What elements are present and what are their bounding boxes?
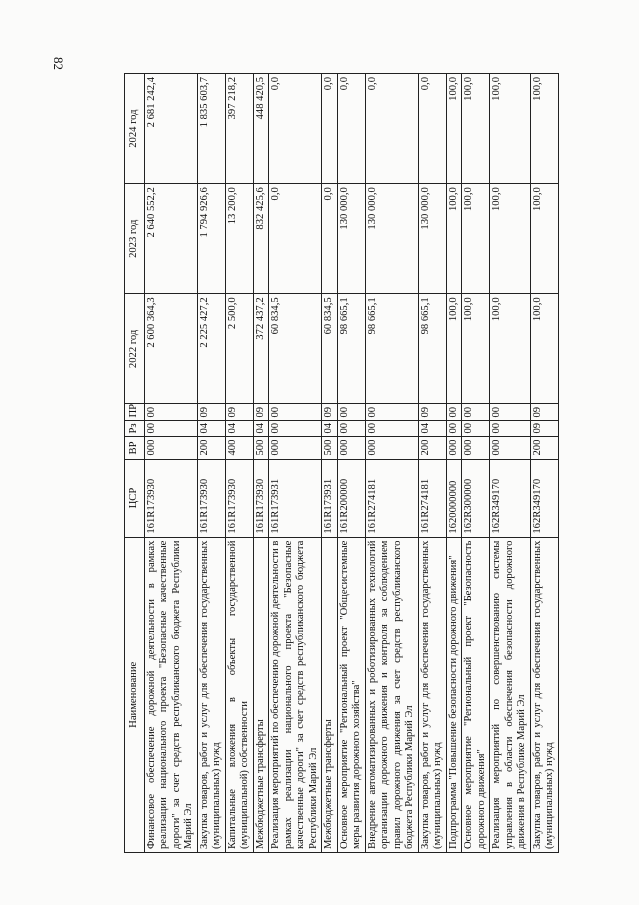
row-2022-cell: 100,0 [490, 294, 531, 404]
row-pr-cell: 09 [418, 404, 446, 421]
row-2023-cell: 130 000,0 [337, 184, 365, 294]
row-pr-cell: 00 [144, 404, 197, 421]
row-csr-cell: 161R274181 [365, 459, 418, 537]
row-rz-cell: 00 [269, 421, 322, 437]
row-vr-cell: 200 [418, 437, 446, 459]
row-pr-cell: 00 [269, 404, 322, 421]
row-vr-cell: 000 [144, 437, 197, 459]
row-rz-cell: 00 [337, 421, 365, 437]
row-2022-cell: 2 225 427,2 [197, 294, 225, 404]
row-2024-cell: 2 681 242,4 [144, 74, 197, 184]
row-2022-cell: 2 500,0 [225, 294, 253, 404]
row-2023-cell: 0,0 [269, 184, 322, 294]
row-2024-cell: 397 218,2 [225, 74, 253, 184]
row-2023-cell: 2 640 552,2 [144, 184, 197, 294]
row-2022-cell: 60 834,5 [269, 294, 322, 404]
row-name-cell: Капитальные вложения в объекты государственной (муниципальной) собственности [225, 537, 253, 852]
row-2023-cell: 100,0 [446, 184, 462, 294]
row-pr-cell: 00 [365, 404, 418, 421]
header-rz: Рз [125, 421, 145, 437]
table-row [253, 74, 269, 853]
row-2024-cell: 100,0 [490, 74, 531, 184]
row-rz-cell: 04 [225, 421, 253, 437]
table-header-row [125, 74, 145, 853]
header-2023: 2023 год [125, 184, 145, 294]
row-pr-cell: 00 [462, 404, 490, 421]
row-vr-cell: 000 [269, 437, 322, 459]
row-csr-cell: 161R173931 [322, 459, 338, 537]
row-2022-cell: 100,0 [462, 294, 490, 404]
row-name-cell: Основное мероприятие "Региональный проект "Общесистемные меры развития дорожного хозяйства" [337, 537, 365, 852]
header-vr: ВР [125, 437, 145, 459]
table-row [269, 74, 322, 853]
header-2024: 2024 год [125, 74, 145, 184]
header-pr: ПР [125, 404, 145, 421]
row-2022-cell: 100,0 [530, 294, 558, 404]
table-row [365, 74, 418, 853]
row-2024-cell: 0,0 [322, 74, 338, 184]
row-2023-cell: 100,0 [490, 184, 531, 294]
row-vr-cell: 500 [322, 437, 338, 459]
row-rz-cell: 09 [530, 421, 558, 437]
table-row [337, 74, 365, 853]
row-2024-cell: 0,0 [337, 74, 365, 184]
header-name: Наименование [125, 537, 145, 852]
table-row [490, 74, 531, 853]
row-2022-cell: 2 600 364,3 [144, 294, 197, 404]
row-2024-cell: 100,0 [462, 74, 490, 184]
row-pr-cell: 00 [337, 404, 365, 421]
row-name-cell: Закупка товаров, работ и услуг для обеспечения государственных (муниципальных) нужд [530, 537, 558, 852]
row-2023-cell: 130 000,0 [418, 184, 446, 294]
row-csr-cell: 161R274181 [418, 459, 446, 537]
row-2023-cell: 13 200,0 [225, 184, 253, 294]
row-csr-cell: 162R349170 [530, 459, 558, 537]
row-2022-cell: 98 665,1 [365, 294, 418, 404]
row-rz-cell: 00 [462, 421, 490, 437]
row-2024-cell: 448 420,5 [253, 74, 269, 184]
row-2024-cell: 0,0 [365, 74, 418, 184]
row-csr-cell: 161R173931 [269, 459, 322, 537]
row-2023-cell: 0,0 [322, 184, 338, 294]
row-csr-cell: 161R173930 [197, 459, 225, 537]
row-2022-cell: 98 665,1 [418, 294, 446, 404]
table-row [322, 74, 338, 853]
row-2022-cell: 372 437,2 [253, 294, 269, 404]
row-rz-cell: 04 [197, 421, 225, 437]
row-vr-cell: 000 [365, 437, 418, 459]
row-2023-cell: 1 794 926,6 [197, 184, 225, 294]
row-csr-cell: 162R300000 [462, 459, 490, 537]
row-pr-cell: 09 [197, 404, 225, 421]
row-name-cell: Основное мероприятие "Региональный проект "Безопасность дорожного движения" [462, 537, 490, 852]
row-pr-cell: 09 [253, 404, 269, 421]
table-row [462, 74, 490, 853]
table-row [225, 74, 253, 853]
row-vr-cell: 500 [253, 437, 269, 459]
row-name-cell: Подпрограмма "Повышение безопасности дорожного движения" [446, 537, 462, 852]
row-pr-cell: 00 [490, 404, 531, 421]
table-row [530, 74, 558, 853]
budget-table [124, 73, 559, 853]
row-vr-cell: 000 [462, 437, 490, 459]
row-2023-cell: 100,0 [462, 184, 490, 294]
row-2024-cell: 100,0 [530, 74, 558, 184]
row-2023-cell: 832 425,6 [253, 184, 269, 294]
row-2024-cell: 1 835 603,7 [197, 74, 225, 184]
row-rz-cell: 00 [446, 421, 462, 437]
row-vr-cell: 000 [446, 437, 462, 459]
row-rz-cell: 04 [253, 421, 269, 437]
row-2023-cell: 100,0 [530, 184, 558, 294]
row-csr-cell: 161R173930 [253, 459, 269, 537]
row-vr-cell: 200 [197, 437, 225, 459]
row-rz-cell: 00 [490, 421, 531, 437]
row-csr-cell: 161R200000 [337, 459, 365, 537]
page-number: 82 [51, 57, 66, 70]
row-rz-cell: 00 [144, 421, 197, 437]
row-2024-cell: 100,0 [446, 74, 462, 184]
table-row [197, 74, 225, 853]
row-rz-cell: 04 [322, 421, 338, 437]
row-rz-cell: 04 [418, 421, 446, 437]
row-2023-cell: 130 000,0 [365, 184, 418, 294]
row-vr-cell: 200 [530, 437, 558, 459]
row-pr-cell: 00 [446, 404, 462, 421]
row-pr-cell: 09 [322, 404, 338, 421]
row-name-cell: Закупка товаров, работ и услуг для обеспечения государственных (муниципальных) нужд [418, 537, 446, 852]
row-2022-cell: 60 834,5 [322, 294, 338, 404]
row-pr-cell: 09 [530, 404, 558, 421]
row-name-cell: Межбюджетные трансферты [253, 537, 269, 852]
row-2022-cell: 98 665,1 [337, 294, 365, 404]
row-vr-cell: 000 [337, 437, 365, 459]
row-vr-cell: 400 [225, 437, 253, 459]
row-rz-cell: 00 [365, 421, 418, 437]
row-name-cell: Реализация мероприятий по обеспечению дорожной деятельности в рамках реализации национального проекта "Безопасные качественные дороги" за счет средств республиканского бюджета Республики Марий Эл [269, 537, 322, 852]
row-2024-cell: 0,0 [269, 74, 322, 184]
row-name-cell: Реализация мероприятий по совершенствованию системы управления в области обеспечения безопасности дорожного движения в Республике Марий Эл [490, 537, 531, 852]
row-csr-cell: 162R349170 [490, 459, 531, 537]
row-2022-cell: 100,0 [446, 294, 462, 404]
table-row [418, 74, 446, 853]
header-2022: 2022 год [125, 294, 145, 404]
row-2024-cell: 0,0 [418, 74, 446, 184]
row-vr-cell: 000 [490, 437, 531, 459]
table-row [144, 74, 197, 853]
row-name-cell: Межбюджетные трансферты [322, 537, 338, 852]
row-csr-cell: 161R173930 [144, 459, 197, 537]
row-name-cell: Закупка товаров, работ и услуг для обеспечения государственных (муниципальных) нужд [197, 537, 225, 852]
row-name-cell: Финансовое обеспечение дорожной деятельности в рамках реализации национального проекта "Безопасные качественные дороги" за счет средств республиканского бюджета Республики Марий Эл [144, 537, 197, 852]
rotated-table-frame [124, 73, 604, 853]
header-csr: ЦСР [125, 459, 145, 537]
row-csr-cell: 161R173930 [225, 459, 253, 537]
row-name-cell: Внедрение автоматизированных и роботизированных технологий организации дорожного движения и контроля за соблюдением правил дорожного движения за счет средств республиканского бюджета Республики Марий Эл [365, 537, 418, 852]
row-csr-cell: 1620000000 [446, 459, 462, 537]
table-row [446, 74, 462, 853]
row-pr-cell: 09 [225, 404, 253, 421]
